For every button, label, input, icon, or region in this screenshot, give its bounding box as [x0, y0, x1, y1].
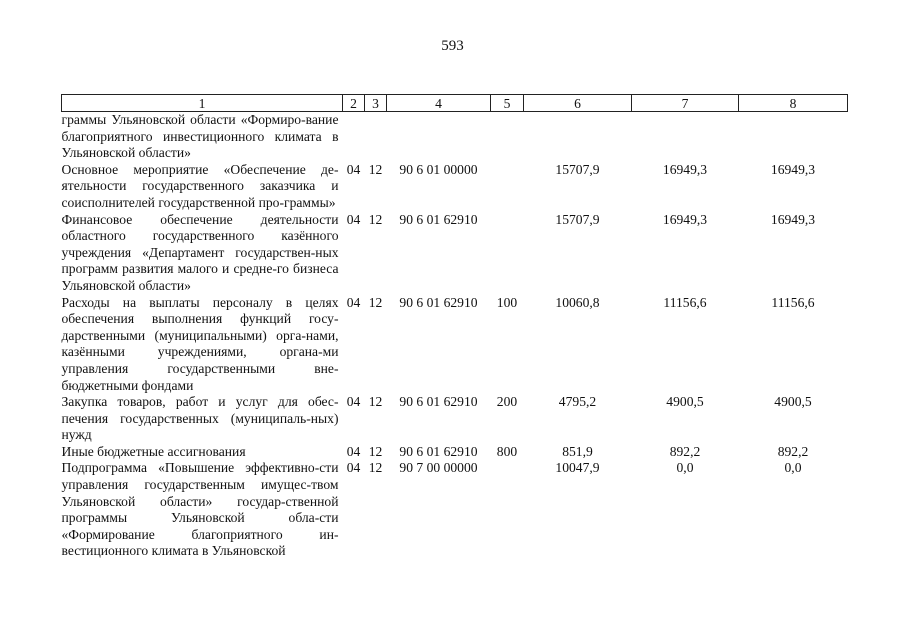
row-amount-col7: 16949,3: [662, 211, 708, 227]
row-section: 04: [346, 443, 361, 459]
table-row: [62, 444, 848, 461]
row-amount-col8: 16949,3: [770, 161, 816, 177]
row-target-article: 90 6 01 62910: [399, 443, 478, 459]
header-col-3: 3: [365, 95, 387, 112]
row-section: 04: [346, 460, 361, 476]
row-name: граммы Ульяновской области «Формиро-вание благоприятного инвестиционного климата в Ульяновской области»: [61, 112, 339, 161]
header-col-1: 1: [62, 95, 343, 112]
table-row: [62, 212, 848, 295]
header-col-8: 8: [739, 95, 848, 112]
row-target-article: 90 6 01 62910: [399, 211, 478, 227]
page-number: 593: [441, 38, 464, 54]
table-row: [62, 112, 848, 162]
row-subsection: [365, 112, 387, 162]
row-name: Иные бюджетные ассигнования: [61, 443, 246, 459]
row-expense-type: 100: [496, 294, 518, 310]
row-expense-type: [491, 460, 524, 560]
row-target-article: [387, 112, 491, 162]
row-subsection: 12: [368, 161, 383, 177]
row-subsection: 12: [368, 443, 383, 459]
header-col-2: 2: [343, 95, 365, 112]
row-name: Расходы на выплаты персоналу в целях обеспечения выполнения функций госу-дарственными (муниципальными) орга-нами, казёнными учреждениями, органа-ми управления государственными вне-бюджетными фондами: [61, 294, 339, 393]
row-expense-type: 200: [496, 394, 518, 410]
table-row: [62, 394, 848, 444]
row-subsection: 12: [368, 294, 383, 310]
row-amount-col7: 0,0: [676, 460, 694, 476]
table-row: [62, 162, 848, 212]
row-expense-type: [491, 162, 524, 212]
row-name: Основное мероприятие «Обеспечение де-ятельности государственного заказчика и соисполнителей государственной про-граммы»: [61, 161, 339, 210]
row-amount-col8: 16949,3: [770, 211, 816, 227]
row-target-article: 90 6 01 00000: [399, 161, 478, 177]
header-col-5: 5: [491, 95, 524, 112]
row-amount-col8: 892,2: [777, 443, 809, 459]
row-section: 04: [346, 294, 361, 310]
row-section: 04: [346, 394, 361, 410]
row-amount-col6: 10047,9: [555, 460, 600, 476]
row-amount-col7: 4900,5: [666, 394, 704, 410]
row-amount-col6: 4795,2: [558, 394, 597, 410]
header-col-4: 4: [387, 95, 491, 112]
row-expense-type: [491, 112, 524, 162]
row-section: 04: [346, 161, 361, 177]
row-target-article: 90 6 01 62910: [399, 294, 478, 310]
row-amount-col8: [739, 112, 848, 162]
row-section: [343, 112, 365, 162]
row-subsection: 12: [368, 394, 383, 410]
budget-table: [61, 94, 848, 560]
row-target-article: 90 6 01 62910: [399, 394, 478, 410]
row-amount-col7: [632, 112, 739, 162]
row-amount-col7: 16949,3: [662, 161, 708, 177]
table-row: [62, 460, 848, 560]
row-amount-col8: 0,0: [784, 460, 802, 476]
row-amount-col6: 15707,9: [555, 211, 600, 227]
row-expense-type: [491, 212, 524, 295]
table-row: [62, 295, 848, 395]
row-amount-col8: 11156,6: [771, 294, 815, 310]
row-amount-col6: 851,9: [562, 443, 593, 459]
row-amount-col6: [524, 112, 632, 162]
row-amount-col6: 10060,8: [555, 294, 600, 310]
row-amount-col8: 4900,5: [774, 394, 812, 410]
row-target-article: 90 7 00 00000: [399, 460, 478, 476]
header-col-6: 6: [524, 95, 632, 112]
row-name: Финансовое обеспечение деятельности областного государственного казённого учреждения «Департамент государствен-ных программ развития малого и средне-го бизнеса Ульяновской области»: [61, 211, 339, 293]
row-name: Закупка товаров, работ и услуг для обес-печения государственных (муниципаль-ных) нужд: [61, 394, 339, 443]
row-amount-col6: 15707,9: [555, 161, 600, 177]
row-amount-col7: 892,2: [669, 443, 701, 459]
row-name: Подпрограмма «Повышение эффективно-сти управления государственным имущес-твом Ульяновской области» государ-ственной программы Ульяновской обла-сти «Формирование благоприятного ин-вестиционного климата в Ульяновской: [61, 460, 339, 559]
row-subsection: 12: [368, 460, 383, 476]
row-subsection: 12: [368, 211, 383, 227]
header-row: [62, 95, 848, 112]
row-amount-col7: 11156,6: [663, 294, 707, 310]
header-col-7: 7: [632, 95, 739, 112]
row-section: 04: [346, 211, 361, 227]
row-expense-type: 800: [496, 443, 518, 459]
